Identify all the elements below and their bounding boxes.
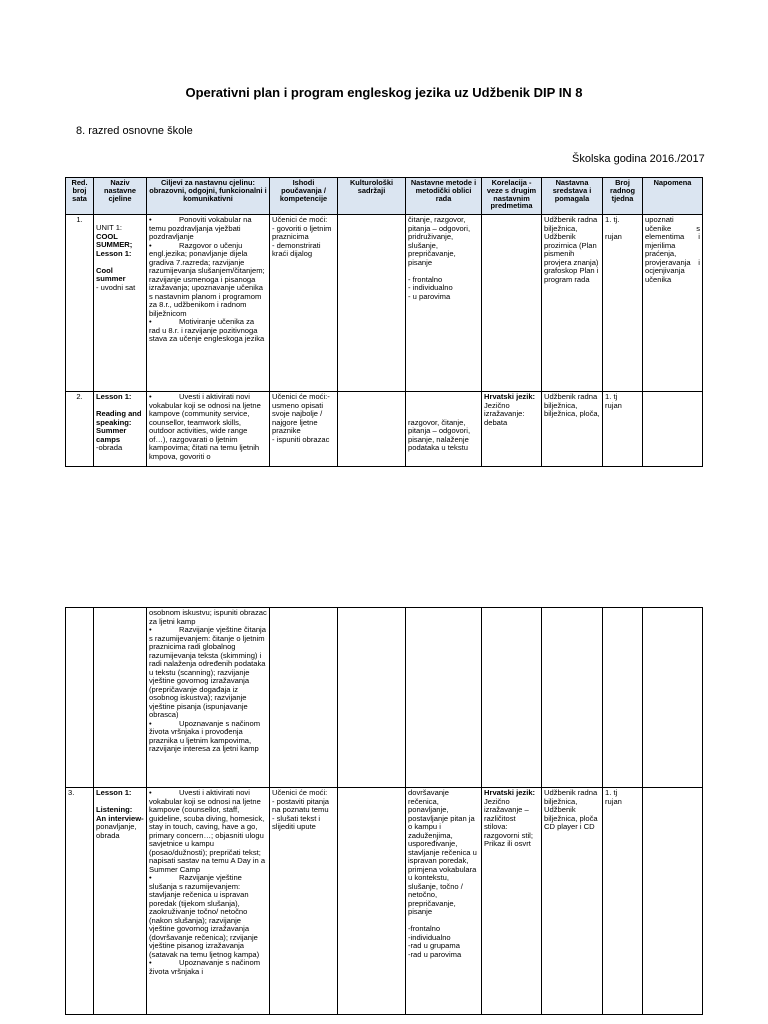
plan-table-page1 <box>65 177 703 467</box>
table-header-row <box>66 178 703 215</box>
methods-cell: razgovor, čitanje, pitanja – odgovori, pisanje, nalaženje podataka u tekstu <box>406 392 482 467</box>
methods-cell: čitanje, razgovor, pitanja – odgovori, pridruživanje, slušanje, prepričavanje, pisanje - frontalno - individualno - u parovima <box>406 215 482 392</box>
goal-continuation: osobnom iskustvu; ispuniti obrazac za ljetni kamp <box>149 608 267 626</box>
table-row <box>66 392 703 467</box>
row-number <box>66 608 94 788</box>
aids-cell: Udžbenik radna bilježnica, Udžbenik prozirnica (Plan pismenih provjera znanja) grafoskop Plan i program rada <box>542 215 603 392</box>
goal-item: • Upoznavanje s načinom života vršnjaka i provođenja praznika u ljetnim kampovima, razvijanje interesa za ljetni kamp <box>149 718 261 753</box>
unit-title: COOL SUMMER; Lesson 1: Cool summer <box>96 231 133 283</box>
note-cell: upoznati učenike s elementima i mjerilima praćenja, provjeravanja i ocjenjivanja učenika <box>643 215 703 392</box>
col-header-culture: Kulturološki sadržaji <box>338 178 406 215</box>
unit-type: ponavljanje, obrada <box>96 822 137 840</box>
note-cell <box>643 788 703 1015</box>
note-cell <box>643 392 703 467</box>
col-header-week: Broj radnog tjedna <box>603 178 643 215</box>
unit-title: Lesson 1: Reading and speaking: Summer camps <box>96 392 142 444</box>
culture-cell <box>338 215 406 392</box>
goals-cell <box>147 392 270 467</box>
outcomes-cell: Učenici će moći:- usmeno opisati svoje najbolje / najgore ljetne praznike - ispuniti obrazac <box>270 392 338 467</box>
week-cell: 1. tj rujan <box>603 392 643 467</box>
unit-line: UNIT 1: <box>96 223 123 232</box>
goals-cell <box>147 788 270 1015</box>
unit-type: -obrada <box>96 443 123 452</box>
outcomes-cell: Učenici će moći: - postaviti pitanja na poznatu temu - slušati tekst i slijediti upute <box>270 788 338 1015</box>
goal-item: • Razvijanje vještine čitanja s razumijevanjem: čitanje o ljetnim praznicima radi globalnog razumijevanja teksta (skimming) i radi nalaženja određenih podataka u tekstu (scanning); razvijanje vještine govornog izražavanja (prepričavanje događaja iz osobnog iskustva); razvijanje vještine pisanja (ispunjavanje obrasca) <box>149 625 266 719</box>
aids-cell: Udžbenik radna bilježnica, bilježnica, ploča, <box>542 392 603 467</box>
table-row <box>66 788 703 1015</box>
row-number: 3. <box>66 788 94 1015</box>
aids-cell: Udžbenik radna bilježnica, Udžbenik bilježnica, ploča CD player i CD <box>542 788 603 1015</box>
goal-item: • Uvesti i aktivirati novi vokabular koji se odnosi na ljetne kampove (counsellor, staff, guideline, scuba diving, homesick, stay in touch, caving, have a go, primary concern…; objasniti ulogu savjetnice u kampu (posao/dužnosti); prepričati tekst; napisati sastav na temu A Day in a Summer Camp <box>149 788 266 874</box>
week-cell: 1. tj. rujan <box>603 215 643 392</box>
goals-cell <box>147 215 270 392</box>
unit-cell <box>94 788 147 1015</box>
goal-item: • Motiviranje učenika za rad u 8.r. i razvijanje pozitivnoga stava za učenje engleskoga jezika <box>149 317 265 343</box>
col-header-note: Napomena <box>643 178 703 215</box>
school-year: Školska godina 2016./2017 <box>572 153 705 165</box>
col-header-unit: Naziv nastavne cjeline <box>94 178 147 215</box>
document-title: Operativni plan i program engleskog jezika uz Udžbenik DIP IN 8 <box>185 85 583 100</box>
table-row <box>66 608 703 788</box>
row-number: 1. <box>66 215 94 392</box>
culture-cell <box>338 608 406 788</box>
goals-cell <box>147 608 270 788</box>
unit-cell <box>94 215 147 392</box>
goal-item: • Razgovor o učenju engl.jezika; ponavljanje dijela gradiva 7.razreda; razvijanje razumijevanja slušanjem/čitanjem; razvijanje usmenoga i pisanoga izražavanja; upoznavanje učenika s nastavnim planom i programom za 8.r., udžbenikom i radnom bilježnicom <box>149 240 265 318</box>
col-header-num: Red. broj sata <box>66 178 94 215</box>
plan-table-page2 <box>65 607 703 1015</box>
unit-cell <box>94 392 147 467</box>
outcomes-cell <box>270 608 338 788</box>
correlation-cell <box>482 608 542 788</box>
culture-cell <box>338 392 406 467</box>
unit-cell <box>94 608 147 788</box>
goal-item: • Ponoviti vokabular na temu pozdravljanja vježbati pozdravljanje <box>149 215 252 241</box>
week-cell: 1. tj rujan <box>603 788 643 1015</box>
unit-type: - uvodni sat <box>96 282 136 292</box>
note-cell <box>643 608 703 788</box>
grade-label: 8. razred osnovne škole <box>76 125 193 137</box>
methods-cell: dovršavanje rečenica, ponavljanje, postavljanje pitan ja o kampu i zaduženjima, uspoređivanje, stavljanje rečenica u ispravan poredak, primjena vokabulara u kontekstu, slušanje, točno / netočno, prepričavanje, pisanje -frontalno -individualno -rad u grupama -rad u parovima <box>406 788 482 1015</box>
col-header-correlation: Korelacija - veze s drugim nastavnim predmetima <box>482 178 542 215</box>
culture-cell <box>338 788 406 1015</box>
goal-item: • Uvesti i aktivirati novi vokabular koji se odnosi na ljetne kampove (community service, counsellor, teamwork skills, outdoor activities, wide range of…), razgovarati o ljetnim kampovima; čitati na temu ljetnih kmpova, govoriti o <box>149 392 261 461</box>
goal-item: • Razvijanje vještine slušanja s razumijevanjem: stavljanje rečenica u ispravan poredak (tijekom slušanja), zaokruživanje točno/ netočno (nakon slušanja); razvijanje vještine govornog izražavanja (dovršavanje rečenica); rzvijanje vještine pisanog izražavanja (satavak na temu ljetnog kampa) <box>149 873 260 959</box>
correlation-cell: Hrvatski jezik: Jezično izražavanje: debata <box>482 392 542 467</box>
table-row <box>66 215 703 392</box>
outcomes-cell: Učenici će moći: - govoriti o ljetnim praznicima - demonstrirati kraći dijalog <box>270 215 338 392</box>
col-header-aids: Nastavna sredstava i pomagala <box>542 178 603 215</box>
col-header-outcomes: Ishodi poučavanja / kompetencije <box>270 178 338 215</box>
col-header-goals: Ciljevi za nastavnu cjelinu: obrazovni, odgojni, funkcionalni i komunikativni <box>147 178 270 215</box>
methods-cell <box>406 608 482 788</box>
correlation-cell: Hrvatski jezik: Jezično izražavanje – različitost stilova: razgovorni stil; Prikaz ili osvrt <box>482 788 542 1015</box>
correlation-cell <box>482 215 542 392</box>
aids-cell <box>542 608 603 788</box>
unit-title: Lesson 1: Listening: An interview- <box>96 788 144 823</box>
week-cell <box>603 608 643 788</box>
goal-item: • Upoznavanje s načinom života vršnjaka i <box>149 958 261 976</box>
col-header-methods: Nastavne metode i metodički oblici rada <box>406 178 482 215</box>
row-number: 2. <box>66 392 94 467</box>
